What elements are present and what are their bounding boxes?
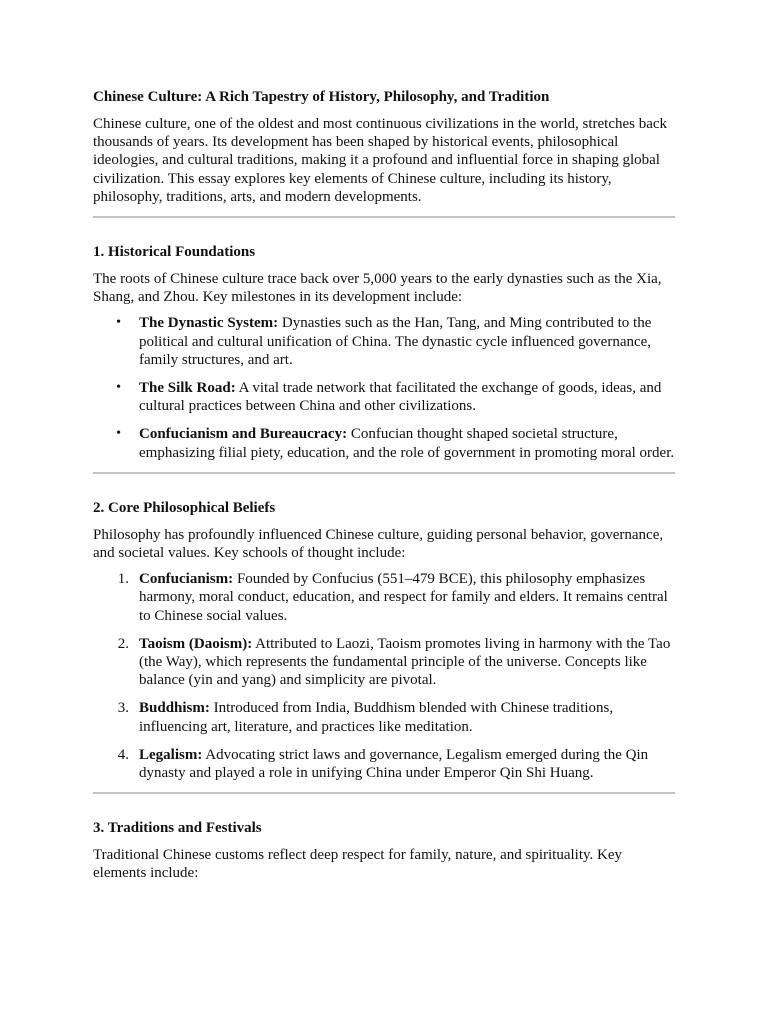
list-item-term: The Dynastic System: (139, 315, 279, 332)
bullet-marker: • (116, 380, 121, 396)
list-number: 3. (117, 700, 129, 717)
section-divider (93, 792, 675, 794)
list-number: 1. (117, 571, 129, 588)
list-item-text: Advocating strict laws and governance, Legalism emerged during the Qin dynasty and played a role in unifying China under Emperor Qin Shi Huang. (139, 746, 649, 782)
bullet-marker: • (116, 426, 121, 442)
list-item-text: Founded by Confucius (551–479 BCE), this philosophy emphasizes harmony, moral conduct, education, and respect for family and elders. It remains central to Chinese social values. (139, 571, 668, 624)
list-number: 4. (117, 746, 129, 763)
list-item (93, 699, 675, 735)
list-item-text: Attributed to Laozi, Taoism promotes living in harmony with the Tao (the Way), which represents the fundamental principle of the universe. Concepts like balance (yin and yang) and simplicity are pivotal. (139, 635, 671, 689)
bullet-marker: • (116, 315, 121, 331)
section-divider (93, 216, 675, 218)
list-item-text: Dynasties such as the Han, Tang, and Ming contributed to the political and cultural unification of China. The dynastic cycle influenced governance, family structures, and art. (139, 315, 652, 368)
section-divider (93, 472, 675, 474)
list-item-term: The Silk Road: (139, 380, 236, 397)
document-title: Chinese Culture: A Rich Tapestry of History, Philosophy, and Tradition (93, 89, 550, 105)
section-lead: Traditional Chinese customs reflect deep respect for family, nature, and spirituality. Key elements include: (93, 847, 623, 882)
list-item (93, 635, 675, 690)
list-item (93, 425, 675, 461)
list-number: 2. (117, 635, 129, 652)
section-heading-core-philosophical-beliefs: 2. Core Philosophical Beliefs (93, 499, 276, 516)
list-item-term: Buddhism: (139, 700, 210, 717)
intro-paragraph: Chinese culture, one of the oldest and most continuous civilizations in the world, stretches back thousands of years. Its development has been shaped by historical events, philosophical ideologies, and cultural traditions, making it a profound and influential force in shaping global civilization. This essay explores key elements of Chinese culture, including its history, philosophy, traditions, arts, and modern developments. (93, 116, 668, 205)
list-item (93, 314, 675, 369)
section-lead: Philosophy has profoundly influenced Chinese culture, guiding personal behavior, governance, and societal values. Key schools of thought include: (93, 526, 664, 562)
bullet-list (93, 314, 675, 461)
list-item-term: Confucianism and Bureaucracy: (139, 426, 348, 443)
section-lead: The roots of Chinese culture trace back over 5,000 years to the early dynasties such as the Xia, Shang, and Zhou. Key milestones in its development include: (93, 271, 662, 306)
list-item (93, 746, 675, 782)
list-item-text: A vital trade network that facilitated the exchange of goods, ideas, and cultural practices between China and other civilizations. (139, 380, 662, 415)
list-item-term: Legalism: (139, 746, 203, 763)
section-heading-traditions-and-festivals: 3. Traditions and Festivals (93, 820, 262, 837)
list-item-text: Confucian thought shaped societal structure, emphasizing filial piety, education, and the role of government in promoting moral order. (139, 426, 675, 461)
section-heading-historical-foundations: 1. Historical Foundations (93, 244, 256, 261)
numbered-list (93, 570, 675, 782)
list-item-term: Confucianism: (139, 571, 234, 588)
list-item (93, 570, 675, 625)
list-item-text: Introduced from India, Buddhism blended with Chinese traditions, influencing art, literature, and practices like meditation. (139, 700, 614, 735)
list-item (93, 379, 675, 415)
list-item-term: Taoism (Daoism): (139, 635, 253, 652)
